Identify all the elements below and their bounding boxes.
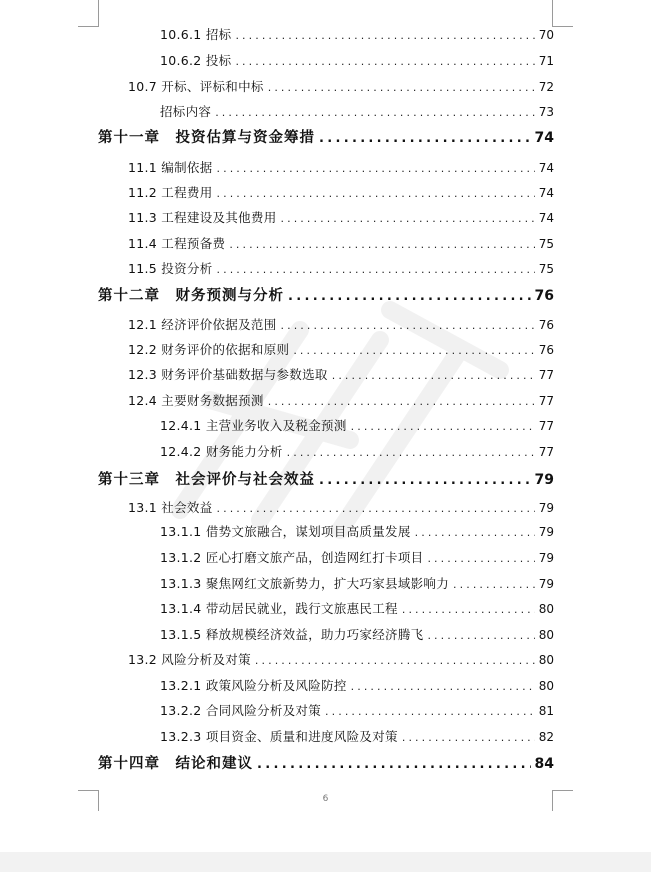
toc-entry-page: 74 — [538, 211, 554, 225]
toc-dot-leader — [217, 160, 535, 178]
toc-entry-page: 81 — [538, 704, 554, 718]
toc-entry[interactable] — [128, 159, 554, 177]
toc-entry[interactable] — [128, 235, 554, 253]
toc-entry-title: 10.6.2 投标 — [160, 53, 232, 68]
page-number: 6 — [322, 794, 329, 804]
toc-entry[interactable] — [160, 728, 554, 746]
toc-entry[interactable] — [128, 392, 554, 410]
toc-entry-title: 12.3 财务评价基础数据与参数选取 — [128, 367, 328, 382]
toc-entry-title: 第十一章 投资估算与资金筹措 — [98, 130, 315, 146]
toc-entry[interactable] — [160, 523, 554, 541]
toc-entry-page: 79 — [534, 472, 554, 488]
toc-entry-title: 13.1.3 聚焦网红文旅新势力，扩大巧家县域影响力 — [160, 576, 450, 591]
toc-entry-page: 75 — [538, 262, 554, 276]
toc-entry[interactable] — [160, 702, 554, 720]
toc-entry[interactable] — [160, 549, 554, 567]
toc-dot-leader — [453, 576, 535, 594]
toc-entry[interactable] — [128, 366, 554, 384]
toc-entry[interactable] — [128, 260, 554, 278]
toc-entry[interactable] — [128, 78, 554, 96]
toc-entry-page: 75 — [538, 237, 554, 251]
toc-entry[interactable] — [160, 443, 554, 461]
toc-dot-leader — [229, 236, 534, 254]
toc-entry[interactable] — [160, 417, 554, 435]
toc-entry-title: 第十二章 财务预测与分析 — [98, 288, 284, 304]
toc-entry[interactable] — [128, 209, 554, 227]
toc-entry-title: 13.1.1 借势文旅融合，谋划项目高质量发展 — [160, 524, 411, 539]
toc-entry-title: 11.1 编制依据 — [128, 160, 213, 175]
toc-entry[interactable] — [128, 316, 554, 334]
toc-entry-title: 11.5 投资分析 — [128, 261, 213, 276]
toc-entry-page: 72 — [538, 80, 554, 94]
toc-entry[interactable] — [128, 499, 554, 517]
toc-entry-page: 80 — [538, 602, 554, 616]
toc-entry-title: 13.1.2 匠心打磨文旅产品，创造网红打卡项目 — [160, 550, 424, 565]
toc-entry[interactable] — [98, 285, 554, 307]
toc-entry-page: 77 — [538, 394, 554, 408]
toc-dot-leader — [217, 261, 535, 279]
toc-entry-page: 79 — [538, 501, 554, 515]
toc-entry-title: 12.4.1 主营业务收入及税金预测 — [160, 418, 347, 433]
toc-entry-page: 74 — [538, 161, 554, 175]
toc-dot-leader — [217, 185, 535, 203]
toc-entry-title: 10.7 开标、评标和中标 — [128, 79, 264, 94]
toc-entry-page: 77 — [538, 419, 554, 433]
toc-dot-leader — [268, 393, 535, 411]
toc-dot-leader — [281, 317, 535, 335]
toc-entry[interactable] — [98, 753, 554, 775]
toc-dot-leader — [257, 754, 531, 776]
toc-entry-page: 79 — [538, 551, 554, 565]
toc-dot-leader — [351, 418, 535, 436]
toc-entry-page: 70 — [538, 28, 554, 42]
toc-entry-title: 12.4.2 财务能力分析 — [160, 444, 283, 459]
toc-entry-page: 80 — [538, 679, 554, 693]
toc-entry-page: 76 — [538, 318, 554, 332]
toc-entry-page: 71 — [538, 54, 554, 68]
toc-dot-leader — [268, 79, 535, 97]
toc-entry[interactable] — [128, 341, 554, 359]
toc-entry-page: 77 — [538, 445, 554, 459]
toc-entry-title: 12.2 财务评价的依据和原则 — [128, 342, 290, 357]
toc-dot-leader — [319, 470, 531, 492]
crop-mark-top-right — [552, 0, 573, 27]
toc-entry-page: 74 — [534, 130, 554, 146]
toc-entry-title: 11.3 工程建设及其他费用 — [128, 210, 277, 225]
toc-entry[interactable] — [160, 626, 554, 644]
toc-entry-page: 76 — [534, 288, 554, 304]
toc-entry[interactable] — [160, 52, 554, 70]
toc-entry-title: 招标内容 — [160, 104, 212, 119]
toc-entry-title: 13.2 风险分析及对策 — [128, 652, 251, 667]
toc-entry-title: 10.6.1 招标 — [160, 27, 232, 42]
toc-dot-leader — [402, 729, 535, 747]
toc-entry[interactable] — [160, 600, 554, 618]
toc-entry-page: 84 — [534, 756, 554, 772]
toc-entry[interactable] — [160, 677, 554, 695]
toc-dot-leader — [235, 27, 534, 45]
toc-entry-page: 80 — [538, 628, 554, 642]
toc-dot-leader — [402, 601, 535, 619]
toc-entry-title: 12.1 经济评价依据及范围 — [128, 317, 277, 332]
toc-dot-leader — [287, 444, 535, 462]
toc-entry-page: 80 — [538, 653, 554, 667]
toc-entry-title: 13.1 社会效益 — [128, 500, 213, 515]
toc-entry-page: 73 — [538, 105, 554, 119]
toc-entry-page: 82 — [538, 730, 554, 744]
toc-dot-leader — [427, 627, 534, 645]
toc-entry-title: 12.4 主要财务数据预测 — [128, 393, 264, 408]
toc-entry-page: 74 — [538, 186, 554, 200]
toc-entry-page: 79 — [538, 577, 554, 591]
toc-dot-leader — [255, 652, 535, 670]
toc-dot-leader — [293, 342, 534, 360]
toc-entry[interactable] — [128, 651, 554, 669]
toc-entry-title: 13.1.4 带动居民就业，践行文旅惠民工程 — [160, 601, 398, 616]
toc-entry-page: 77 — [538, 368, 554, 382]
toc-dot-leader — [415, 524, 535, 542]
toc-entry[interactable] — [160, 26, 554, 44]
toc-entry-title: 第十四章 结论和建议 — [98, 756, 253, 772]
toc-dot-leader — [281, 210, 535, 228]
toc-dot-leader — [288, 286, 531, 308]
toc-entry-page: 79 — [538, 525, 554, 539]
crop-mark-top-left — [78, 0, 99, 27]
toc-entry-page: 76 — [538, 343, 554, 357]
toc-entry[interactable] — [98, 469, 554, 491]
toc-entry-title: 13.2.1 政策风险分析及风险防控 — [160, 678, 347, 693]
toc-dot-leader — [215, 104, 535, 122]
toc-entry[interactable] — [160, 575, 554, 593]
toc-entry-title: 13.2.2 合同风险分析及对策 — [160, 703, 322, 718]
toc-dot-leader — [235, 53, 534, 71]
toc-dot-leader — [319, 128, 531, 150]
toc-dot-leader — [217, 500, 535, 518]
toc-entry[interactable] — [160, 103, 554, 121]
toc-dot-leader — [351, 678, 535, 696]
toc-dot-leader — [325, 703, 535, 721]
toc-dot-leader — [427, 550, 534, 568]
toc-entry-title: 11.2 工程费用 — [128, 185, 213, 200]
toc-dot-leader — [332, 367, 535, 385]
toc-entry-title: 11.4 工程预备费 — [128, 236, 226, 251]
toc-entry-title: 13.2.3 项目资金、质量和进度风险及对策 — [160, 729, 398, 744]
toc-entry[interactable] — [128, 184, 554, 202]
toc-entry-title: 第十三章 社会评价与社会效益 — [98, 472, 315, 488]
toc-entry-title: 13.1.5 释放规模经济效益，助力巧家经济腾飞 — [160, 627, 424, 642]
toc-entry[interactable] — [98, 127, 554, 149]
